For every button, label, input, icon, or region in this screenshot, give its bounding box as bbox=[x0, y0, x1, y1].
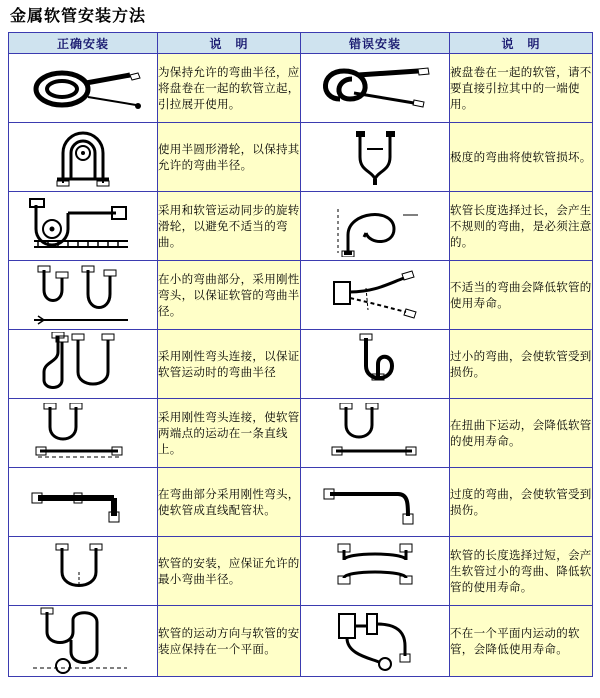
correct-desc-cell: 采用刚性弯头连接，使软管两端点的运动在一条直线上。 bbox=[158, 399, 301, 468]
correct-desc-cell: 在弯曲部分采用刚性弯头，使软管成直线配管状。 bbox=[158, 468, 301, 537]
correct-figure-cell bbox=[9, 123, 158, 192]
page-title: 金属软管安装方法 bbox=[10, 6, 147, 25]
wrong-figure-cell bbox=[301, 192, 450, 261]
hose-coiled-pulled-icon bbox=[301, 59, 449, 117]
header-wrong-install: 错误安装 bbox=[301, 33, 450, 54]
wrong-desc-cell: 软管的长度选择过短，会产生软管过小的弯曲、降低软管的使用寿命。 bbox=[450, 537, 593, 606]
correct-figure-cell bbox=[9, 192, 158, 261]
table-row bbox=[9, 261, 593, 330]
rigid-elbow-connection-icon bbox=[9, 332, 157, 396]
correct-figure-cell bbox=[9, 54, 158, 123]
wrong-desc-cell: 不适当的弯曲会降低软管的使用寿命。 bbox=[450, 261, 593, 330]
wrong-desc-cell: 被盘卷在一起的软管，请不要直接引拉其中的一端使用。 bbox=[450, 54, 593, 123]
correct-desc-cell: 为保持允许的弯曲半径，应将盘卷在一起的软管立起，引拉展开使用。 bbox=[158, 54, 301, 123]
straight-line-motion-icon bbox=[9, 403, 157, 463]
table-row bbox=[9, 537, 593, 606]
wrong-figure-cell bbox=[301, 468, 450, 537]
correct-figure-cell bbox=[9, 261, 158, 330]
table-row bbox=[9, 192, 593, 261]
table-row bbox=[9, 468, 593, 537]
table-row bbox=[9, 330, 593, 399]
straight-pipe-elbow-icon bbox=[9, 476, 157, 528]
wrong-figure-cell bbox=[301, 261, 450, 330]
correct-desc-cell: 软管的安装，应保证允许的最小弯曲半径。 bbox=[158, 537, 301, 606]
table-row bbox=[9, 123, 593, 192]
same-plane-motion-icon bbox=[9, 606, 157, 676]
table-row bbox=[9, 54, 593, 123]
wrong-figure-cell bbox=[301, 537, 450, 606]
out-of-plane-motion-icon bbox=[301, 606, 449, 676]
wrong-desc-cell: 极度的弯曲将使软管损坏。 bbox=[450, 123, 593, 192]
wrong-desc-cell: 过度的弯曲，会使软管受到损伤。 bbox=[450, 468, 593, 537]
table-row bbox=[9, 606, 593, 677]
wrong-desc-cell: 不在一个平面内运动的软管，会降低使用寿命。 bbox=[450, 606, 593, 677]
table-row bbox=[9, 399, 593, 468]
header-correct-desc: 说 明 bbox=[158, 33, 301, 54]
semicircular-pulley-icon bbox=[9, 127, 157, 187]
correct-desc-cell: 采用和软管运动同步的旋转滑轮，以避免不适当的弯曲。 bbox=[158, 192, 301, 261]
wrong-figure-cell bbox=[301, 123, 450, 192]
correct-figure-cell bbox=[9, 330, 158, 399]
wrong-figure-cell bbox=[301, 399, 450, 468]
header-correct-install: 正确安装 bbox=[9, 33, 158, 54]
correct-desc-cell: 在小的弯曲部分，采用刚性弯头，以保证软管的弯曲半径。 bbox=[158, 261, 301, 330]
too-long-hose-icon bbox=[301, 542, 449, 600]
header-wrong-desc: 说 明 bbox=[450, 33, 593, 54]
long-hose-loop-icon bbox=[301, 195, 449, 257]
correct-desc-cell: 软管的运动方向与软管的安装应保持在一个平面。 bbox=[158, 606, 301, 677]
wrong-figure-cell bbox=[301, 54, 450, 123]
rigid-elbow-small-bend-icon bbox=[9, 264, 157, 326]
table-header-row bbox=[9, 33, 593, 54]
excessive-bend-icon bbox=[301, 476, 449, 528]
minimum-bend-radius-icon bbox=[9, 542, 157, 600]
wrong-desc-cell: 软管长度选择过长，会产生不规则的弯曲，是必须注意的。 bbox=[450, 192, 593, 261]
hose-coiled-flat-icon bbox=[9, 59, 157, 117]
rotating-pulley-chain-icon bbox=[9, 195, 157, 257]
sharp-bend-icon bbox=[301, 127, 449, 187]
installation-methods-table bbox=[8, 32, 593, 677]
wrong-desc-cell: 在扭曲下运动，会降低软管的使用寿命。 bbox=[450, 399, 593, 468]
wrong-desc-cell: 过小的弯曲，会使软管受到损伤。 bbox=[450, 330, 593, 399]
too-small-bend-icon bbox=[301, 332, 449, 396]
correct-figure-cell bbox=[9, 468, 158, 537]
wrong-figure-cell bbox=[301, 606, 450, 677]
correct-figure-cell bbox=[9, 537, 158, 606]
wrong-figure-cell bbox=[301, 330, 450, 399]
correct-figure-cell bbox=[9, 606, 158, 677]
improper-bend-icon bbox=[301, 264, 449, 326]
correct-desc-cell: 使用半圆形滑轮，以保持其允许的弯曲半径。 bbox=[158, 123, 301, 192]
twisted-bend-icon bbox=[301, 403, 449, 463]
correct-figure-cell bbox=[9, 399, 158, 468]
correct-desc-cell: 采用刚性弯头连接，以保证软管运动时的弯曲半径 bbox=[158, 330, 301, 399]
